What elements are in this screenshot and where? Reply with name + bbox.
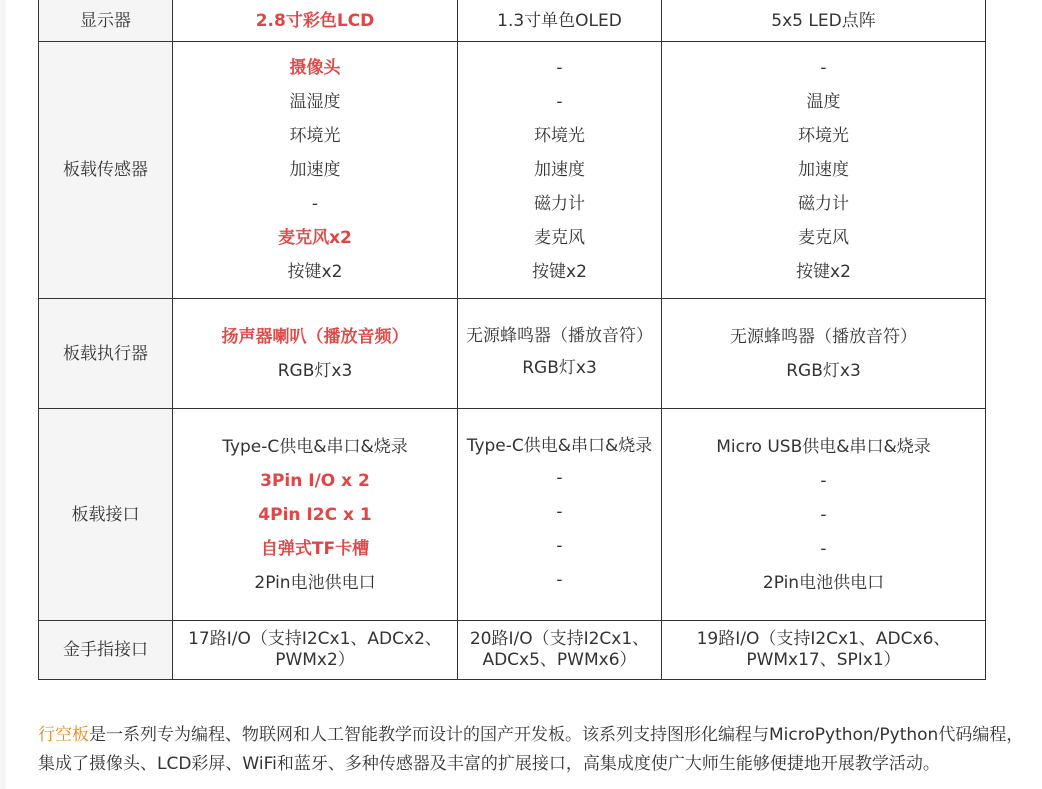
cell-line: 2Pin电池供电口 bbox=[254, 572, 376, 593]
cell-line: - bbox=[556, 536, 563, 556]
cell-col-1 bbox=[173, 299, 458, 409]
cell-col-1 bbox=[173, 409, 458, 621]
cell-line: 无源蜂鸣器（播放音符） bbox=[466, 326, 653, 346]
cell-line: 麦克风x2 bbox=[278, 228, 352, 248]
cell-line: 环境光 bbox=[289, 126, 341, 146]
cell-line: - bbox=[820, 504, 827, 525]
cell-col-2 bbox=[458, 42, 662, 299]
cell-line: 按键x2 bbox=[287, 262, 343, 282]
cell-col-2 bbox=[458, 409, 662, 621]
cell-col-1 bbox=[173, 0, 458, 42]
cell-line: 无源蜂鸣器（播放音符） bbox=[730, 326, 917, 347]
cell-col-3 bbox=[662, 0, 986, 42]
cell-col-2 bbox=[458, 621, 662, 680]
cell-line: 磁力计 bbox=[798, 194, 849, 214]
cell-line: 温湿度 bbox=[289, 92, 341, 112]
cell-line: - bbox=[556, 92, 563, 112]
cell-col-1 bbox=[173, 42, 458, 299]
table-row-sensors bbox=[39, 42, 986, 299]
brand-link[interactable]: 行空板 bbox=[38, 725, 89, 745]
cell-col-2 bbox=[458, 0, 662, 42]
cell-line: 环境光 bbox=[534, 126, 585, 146]
cell-line: 麦克风 bbox=[534, 228, 585, 248]
cell-col-3 bbox=[662, 42, 986, 299]
cell-line: - bbox=[556, 502, 563, 522]
row-label: 板载执行器 bbox=[39, 299, 173, 409]
cell-line: 17路I/O（支持I2Cx1、ADCx2、PWMx2） bbox=[188, 629, 442, 670]
cell-line: - bbox=[820, 538, 827, 559]
cell-line: 按键x2 bbox=[532, 262, 587, 282]
cell-line: 摄像头 bbox=[289, 58, 341, 78]
description-text: 是一系列专为编程、物联网和人工智能教学而设计的国产开发板。该系列支持图形化编程与MicroPython/Python代码编程，集成了摄像头、LCD彩屏、WiFi和蓝牙、多种传感器及丰富的扩展接口，高集成度使广大师生能够便捷地开展教学活动。 bbox=[38, 725, 1024, 774]
row-label: 金手指接口 bbox=[39, 621, 173, 680]
cell-line: 加速度 bbox=[289, 160, 341, 180]
table-row-interfaces bbox=[39, 409, 986, 621]
cell-col-1 bbox=[173, 621, 458, 680]
cell-line: RGB灯x3 bbox=[522, 358, 597, 378]
spec-table-body bbox=[39, 0, 986, 680]
cell-line: Micro USB供电&串口&烧录 bbox=[716, 436, 931, 457]
cell-line: 自弹式TF卡槽 bbox=[260, 538, 370, 559]
cell-line: 磁力计 bbox=[534, 194, 585, 214]
cell-line: Type-C供电&串口&烧录 bbox=[222, 436, 408, 457]
row-label: 板载传感器 bbox=[39, 42, 173, 299]
table-row-actuators bbox=[39, 299, 986, 409]
cell-col-3 bbox=[662, 299, 986, 409]
cell-line: 按键x2 bbox=[796, 262, 851, 282]
cell-line: - bbox=[820, 58, 827, 78]
cell-line: 加速度 bbox=[534, 160, 585, 180]
cell-line: 环境光 bbox=[798, 126, 849, 146]
table-row-display bbox=[39, 0, 986, 42]
row-label: 板载接口 bbox=[39, 409, 173, 621]
cell-line: Type-C供电&串口&烧录 bbox=[466, 436, 653, 456]
description-paragraph bbox=[38, 721, 1028, 779]
cell-col-3 bbox=[662, 621, 986, 680]
cell-line: 5x5 LED点阵 bbox=[771, 10, 876, 31]
cell-col-2 bbox=[458, 299, 662, 409]
cell-line: 1.3寸单色OLED bbox=[497, 10, 622, 31]
cell-line: RGB灯x3 bbox=[277, 360, 353, 381]
page bbox=[6, 0, 1042, 789]
cell-line: - bbox=[556, 570, 563, 590]
spec-table bbox=[38, 0, 986, 680]
cell-line: 扬声器喇叭（播放音频） bbox=[221, 326, 409, 347]
cell-line: - bbox=[556, 58, 563, 78]
table-row-gold-finger bbox=[39, 621, 986, 680]
cell-col-3 bbox=[662, 409, 986, 621]
cell-line: 加速度 bbox=[798, 160, 849, 180]
cell-line: 19路I/O（支持I2Cx1、ADCx6、PWMx17、SPIx1） bbox=[696, 629, 951, 670]
cell-line: 3Pin I/O x 2 bbox=[260, 470, 370, 491]
cell-line: - bbox=[820, 470, 827, 491]
cell-line: - bbox=[556, 468, 563, 488]
cell-line: 麦克风 bbox=[798, 228, 849, 248]
cell-line: 4Pin I2C x 1 bbox=[258, 504, 372, 525]
row-label: 显示器 bbox=[39, 0, 173, 42]
cell-line: RGB灯x3 bbox=[786, 360, 861, 381]
cell-line: 2.8寸彩色LCD bbox=[255, 10, 375, 31]
cell-line: 2Pin电池供电口 bbox=[762, 572, 885, 593]
cell-line: - bbox=[311, 194, 319, 214]
cell-line: 20路I/O（支持I2Cx1、ADCx5、PWMx6） bbox=[469, 629, 650, 670]
cell-line: 温度 bbox=[806, 92, 841, 112]
